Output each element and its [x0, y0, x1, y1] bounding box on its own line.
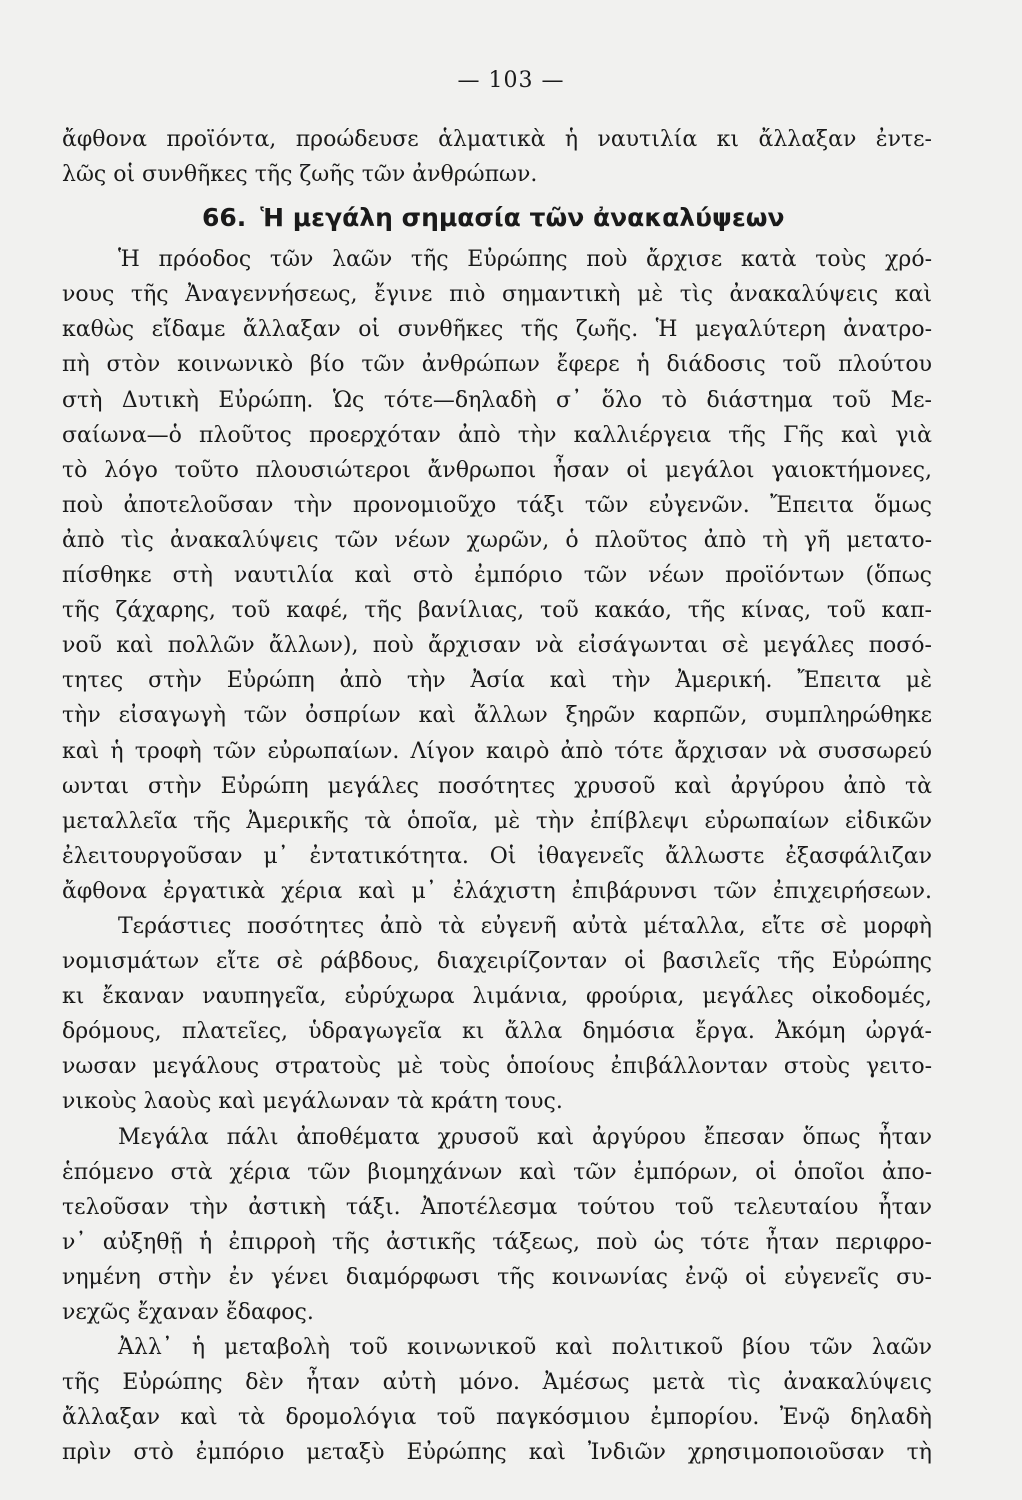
- text-line: ποὺ ἀποτελοῦσαν τὴν προνομιοῦχο τάξι τῶν εὐγενῶν. Ἔπειτα ὅμως: [62, 492, 932, 518]
- text-line: νημένη στὴν ἐν γένει διαμόρφωσι τῆς κοινωνίας ἐνῷ οἱ εὐγενεῖς συ-: [62, 1264, 932, 1290]
- text-line: τὸ λόγο τοῦτο πλουσιώτεροι ἄνθρωποι ἦσαν οἱ μεγάλοι γαιοκτήμονες,: [62, 457, 932, 483]
- text-line: ἑπόμενο στὰ χέρια τῶν βιομηχάνων καὶ τῶν ἐμπόρων, οἱ ὁποῖοι ἀπο-: [62, 1159, 932, 1185]
- text-line: νοῦ καὶ πολλῶν ἄλλων), ποὺ ἄρχισαν νὰ εἰσάγωνται σὲ μεγάλες ποσό-: [62, 633, 932, 659]
- text-line: νους τῆς Ἀναγεννήσεως, ἔγινε πιὸ σημαντικὴ μὲ τὶς ἀνακαλύψεις καὶ: [62, 282, 932, 308]
- section-number: 66.: [202, 203, 247, 233]
- text-line: καὶ ἡ τροφὴ τῶν εὐρωπαίων. Λίγον καιρὸ ἀπὸ τότε ἄρχισαν νὰ συσσωρεύ: [62, 738, 932, 764]
- text-line: Ἀλλ᾿ ἡ μεταβολὴ τοῦ κοινωνικοῦ καὶ πολιτικοῦ βίου τῶν λαῶν: [118, 1335, 932, 1361]
- text-line: τῆς ζάχαρης, τοῦ καφέ, τῆς βανίλιας, τοῦ κακάο, τῆς κίνας, τοῦ καπ-: [62, 598, 932, 624]
- text-line: δρόμους, πλατεῖες, ὑδραγωγεῖα κι ἄλλα δημόσια ἔργα. Ἀκόμη ὠργά-: [62, 1019, 932, 1045]
- text-line: κι ἔκαναν ναυπηγεῖα, εὐρύχωρα λιμάνια, φρούρια, μεγάλες οἰκοδομές,: [62, 984, 932, 1010]
- page-number: — 103 —: [457, 68, 565, 93]
- text-line: ἄφθονα προϊόντα, προώδευσε ἁλματικὰ ἡ ναυτιλία κι ἄλλαξαν ἐντε-: [62, 127, 932, 152]
- text-line: Μεγάλα πάλι ἀποθέματα χρυσοῦ καὶ ἀργύρου ἔπεσαν ὅπως ἦταν: [118, 1124, 932, 1150]
- text-line: πίσθηκε στὴ ναυτιλία καὶ στὸ ἐμπόριο τῶν νέων προϊόντων (ὅπως: [62, 563, 932, 589]
- text-line: τητες στὴν Εὐρώπη ἀπὸ τὴν Ἀσία καὶ τὴν Ἀμερική. Ἔπειτα μὲ: [62, 668, 932, 694]
- text-line: μεταλλεῖα τῆς Ἀμερικῆς τὰ ὁποῖα, μὲ τὴν ἐπίβλεψι εὐρωπαίων εἰδικῶν: [62, 808, 932, 834]
- text-line: Τεράστιες ποσότητες ἀπὸ τὰ εὐγενῆ αὐτὰ μέταλλα, εἴτε σὲ μορφὴ: [118, 913, 932, 939]
- text-line: καθὼς εἴδαμε ἄλλαξαν οἱ συνθῆκες τῆς ζωῆς. Ἡ μεγαλύτερη ἀνατρο-: [62, 317, 932, 343]
- text-line: ἐλειτουργοῦσαν μ᾿ ἐντατικότητα. Οἱ ἰθαγενεῖς ἄλλωστε ἐξασφάλιζαν: [62, 843, 932, 869]
- text-line: τελοῦσαν τὴν ἀστικὴ τάξι. Ἀποτέλεσμα τούτου τοῦ τελευταίου ἦταν: [62, 1194, 932, 1220]
- paragraph-3: [62, 1120, 932, 1331]
- text-line: νεχῶς ἔχαναν ἔδαφος.: [62, 1300, 314, 1325]
- text-line: τῆς Εὐρώπης δὲν ἦταν αὐτὴ μόνο. Ἀμέσως μετὰ τὶς ἀνακαλύψεις: [62, 1370, 932, 1396]
- text-line: λῶς οἱ συνθῆκες τῆς ζωῆς τῶν ἀνθρώπων.: [62, 162, 538, 188]
- section-heading: [62, 196, 932, 240]
- text-line: ν᾿ αὐξηθῇ ἡ ἐπιρροὴ τῆς ἀστικῆς τάξεως, ποὺ ὡς τότε ἦταν περιφρο-: [62, 1229, 932, 1255]
- text-line: ἀπὸ τὶς ἀνακαλύψεις τῶν νέων χωρῶν, ὁ πλοῦτος ἀπὸ τὴ γῆ μετατο-: [62, 527, 932, 553]
- text-line: ἄλλαξαν καὶ τὰ δρομολόγια τοῦ παγκόσμιου ἐμπορίου. Ἐνῷ δηλαδὴ: [62, 1405, 932, 1431]
- text-line: νομισμάτων εἴτε σὲ ράβδους, διαχειρίζονταν οἱ βασιλεῖς τῆς Εὐρώπης: [62, 949, 932, 975]
- text-line: πρὶν στὸ ἐμπόριο μεταξὺ Εὐρώπης καὶ Ἰνδιῶν χρησιμοποιοῦσαν τὴ: [62, 1440, 932, 1466]
- text-line: σαίωνα—ὁ πλοῦτος προερχόταν ἀπὸ τὴν καλλιέργεια τῆς Γῆς καὶ γιὰ: [62, 422, 932, 448]
- text-line: στὴ Δυτικὴ Εὐρώπη. Ὡς τότε—δηλαδὴ σ᾿ ὅλο τὸ διάστημα τοῦ Με-: [62, 387, 932, 413]
- text-line: Ἡ πρόοδος τῶν λαῶν τῆς Εὐρώπης ποὺ ἄρχισε κατὰ τοὺς χρό-: [118, 247, 932, 273]
- text-line: τὴν εἰσαγωγὴ τῶν ὀσπρίων καὶ ἄλλων ξηρῶν καρπῶν, συμπληρώθηκε: [62, 703, 932, 729]
- paragraph-4: [62, 1330, 932, 1470]
- paragraph-1: [62, 242, 932, 909]
- text-line: ἄφθονα ἐργατικὰ χέρια καὶ μ᾿ ἐλάχιστη ἐπιβάρυνσι τῶν ἐπιχειρήσεων.: [62, 878, 932, 904]
- text-line: νωσαν μεγάλους στρατοὺς μὲ τοὺς ὁποίους ἐπιβάλλονταν στοὺς γειτο-: [62, 1054, 932, 1080]
- page-text: [62, 122, 932, 1470]
- text-line: πὴ στὸν κοινωνικὸ βίο τῶν ἀνθρώπων ἔφερε ἡ διάδοσις τοῦ πλούτου: [62, 352, 932, 378]
- section-title: Ἡ μεγάλη σημασία τῶν ἀνακαλύψεων: [260, 203, 785, 233]
- paragraph-2: [62, 909, 932, 1120]
- intro-paragraph: [62, 122, 932, 192]
- text-line: ωνται στὴν Εὐρώπη μεγάλες ποσότητες χρυσοῦ καὶ ἀργύρου ἀπὸ τὰ: [62, 773, 932, 799]
- text-line: νικοὺς λαοὺς καὶ μεγάλωναν τὰ κράτη τους.: [62, 1089, 563, 1115]
